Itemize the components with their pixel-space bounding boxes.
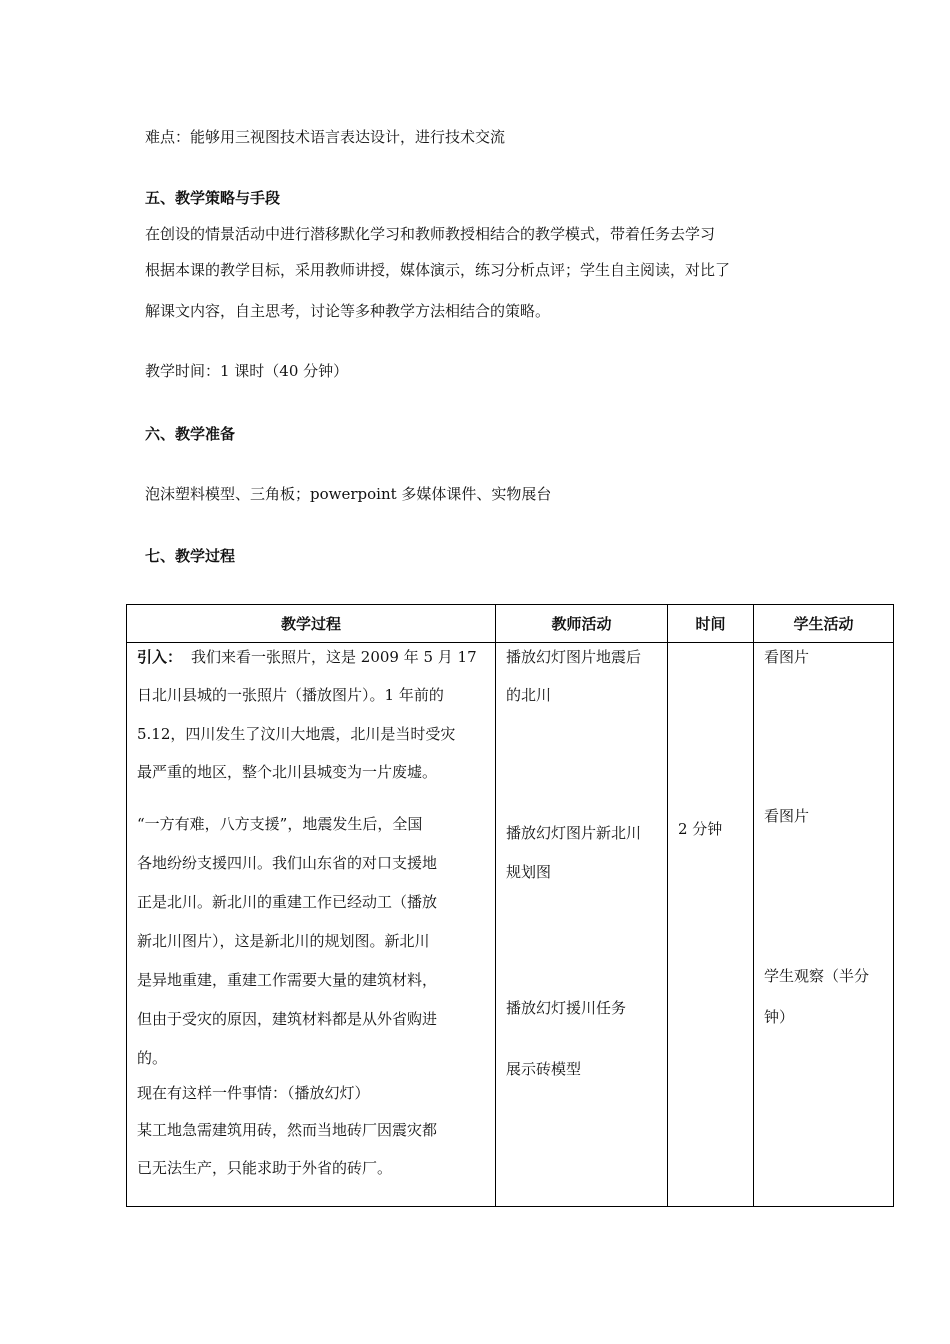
- header-time: 时间: [668, 605, 754, 643]
- time-value: 2 分钟: [678, 820, 723, 838]
- section7-heading: 七、教学过程: [145, 547, 236, 565]
- header-teacher: 教师活动: [496, 605, 668, 643]
- process-line: 现在有这样一件事情：（播放幻灯）: [137, 1084, 370, 1102]
- table-header-row: [127, 605, 894, 643]
- section5-line-1: 在创设的情景活动中进行潜移默化学习和教师教授相结合的教学模式，带着任务去学习: [145, 225, 716, 243]
- process-line: 正是北川。新北川的重建工作已经动工（播放: [137, 893, 438, 911]
- teacher-cell: [496, 643, 668, 1207]
- process-line: 某工地急需建筑用砖，然而当地砖厂因震灾都: [137, 1121, 438, 1139]
- teacher-line: 展示砖模型: [506, 1060, 582, 1078]
- process-line: 我们来看一张照片，这是 2009 年 5 月 17: [191, 648, 477, 666]
- student-line: 钟）: [764, 1008, 795, 1026]
- section6-heading: 六、教学准备: [145, 425, 236, 443]
- section6-text: 泡沫塑料模型、三角板；powerpoint 多媒体课件、实物展台: [145, 485, 552, 503]
- process-cell: [127, 643, 496, 1207]
- process-line: 日北川县城的一张照片（播放图片）。1 年前的: [137, 686, 444, 704]
- student-cell: [754, 643, 894, 1207]
- teaching-time: 教学时间：1 课时（40 分钟）: [145, 362, 349, 380]
- section5-line-3: 解课文内容，自主思考，讨论等多种教学方法相结合的策略。: [145, 302, 551, 320]
- difficulty-line: 难点：能够用三视图技术语言表达设计，进行技术交流: [145, 128, 506, 146]
- teaching-process-table: [126, 604, 894, 1207]
- section5-line-2: 根据本课的教学目标，采用教师讲授，媒体演示，练习分析点评；学生自主阅读，对比了: [145, 261, 731, 279]
- header-process: 教学过程: [127, 605, 496, 643]
- process-line: “一方有难，八方支援”，地震发生后，全国: [137, 815, 423, 833]
- process-line: 已无法生产，只能求助于外省的砖厂。: [137, 1159, 393, 1177]
- teacher-line: 播放幻灯援川任务: [506, 999, 627, 1017]
- process-line: 最严重的地区，整个北川县城变为一片废墟。: [137, 763, 438, 781]
- intro-label: 引入：: [137, 648, 183, 666]
- process-line: 但由于受灾的原因，建筑材料都是从外省购进: [137, 1010, 438, 1028]
- time-cell: [668, 643, 754, 1207]
- student-line: 学生观察（半分: [764, 967, 870, 985]
- section5-heading: 五、教学策略与手段: [145, 189, 281, 207]
- student-line: 看图片: [764, 648, 810, 666]
- student-line: 看图片: [764, 807, 810, 825]
- process-line: 各地纷纷支援四川。我们山东省的对口支援地: [137, 854, 438, 872]
- teacher-line: 播放幻灯图片新北川: [506, 824, 642, 842]
- process-line: 是异地重建，重建工作需要大量的建筑材料，: [137, 971, 438, 989]
- teacher-line: 规划图: [506, 863, 552, 881]
- teacher-line: 的北川: [506, 686, 552, 704]
- teacher-line: 播放幻灯图片地震后: [506, 648, 642, 666]
- table-row: [127, 643, 894, 1207]
- process-line: 新北川图片），这是新北川的规划图。新北川: [137, 932, 430, 950]
- header-student: 学生活动: [754, 605, 894, 643]
- process-line: 的。: [137, 1049, 168, 1067]
- process-line: 5.12，四川发生了汶川大地震，北川是当时受灾: [137, 725, 456, 743]
